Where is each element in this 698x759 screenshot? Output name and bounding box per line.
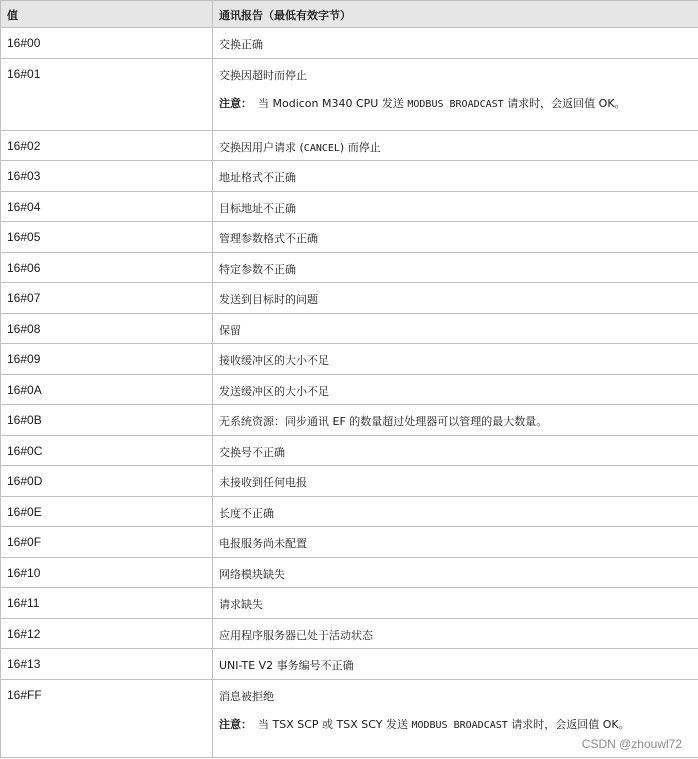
- value-cell: 16#0D: [1, 466, 213, 497]
- table-row: [1, 466, 698, 497]
- note-label: 注意：: [219, 717, 252, 731]
- value-cell: 16#FF: [1, 679, 213, 757]
- description-text: 地址格式不正确: [219, 171, 296, 184]
- description-cell: [213, 252, 698, 283]
- value-cell: 16#02: [1, 130, 213, 161]
- table-row: [1, 191, 698, 222]
- description-text: 请求缺失: [219, 598, 263, 611]
- code-text: CANCEL: [303, 142, 340, 154]
- value-cell: 16#13: [1, 649, 213, 680]
- table-row: [1, 161, 698, 192]
- description-cell: [213, 466, 698, 497]
- value-cell: 16#00: [1, 28, 213, 59]
- value-cell: 16#12: [1, 618, 213, 649]
- note-code: MODBUS BROADCAST: [407, 98, 504, 110]
- report-column-header: 通讯报告（最低有效字节）: [213, 1, 698, 28]
- description-text: 长度不正确: [219, 506, 274, 520]
- description-cell: [213, 222, 698, 253]
- description-cell: [213, 28, 698, 59]
- description-cell: [213, 649, 698, 680]
- description-cell: [213, 618, 698, 649]
- value-cell: 16#04: [1, 191, 213, 222]
- description-text: 交换因超时而停止: [219, 68, 307, 82]
- value-cell: 16#0B: [1, 405, 213, 436]
- table-row: [1, 58, 698, 130]
- value-cell: 16#0F: [1, 527, 213, 558]
- description-cell: [213, 313, 698, 344]
- table-row: [1, 374, 698, 405]
- watermark: CSDN @zhouwl72: [581, 737, 682, 751]
- description-cell: [213, 161, 698, 192]
- note-label: 注意：: [219, 96, 252, 110]
- value-cell: 16#03: [1, 161, 213, 192]
- table-row: [1, 130, 698, 161]
- description-cell: [213, 496, 698, 527]
- description-text: 网络模块缺失: [219, 567, 285, 581]
- table-row: [1, 496, 698, 527]
- table-row: [1, 527, 698, 558]
- value-cell: 16#08: [1, 313, 213, 344]
- description-cell: [213, 283, 698, 314]
- table-row: [1, 557, 698, 588]
- description-text: 交换正确: [219, 38, 263, 51]
- table-row: [1, 283, 698, 314]
- value-cell: 16#0C: [1, 435, 213, 466]
- table-row: [1, 405, 698, 436]
- description-cell: [213, 191, 698, 222]
- description-text: 未接收到任何电报: [219, 476, 307, 489]
- table-row: [1, 252, 698, 283]
- description-cell: [213, 435, 698, 466]
- table-row: [1, 588, 698, 619]
- description-cell: [213, 344, 698, 375]
- note-text: 当 Modicon M340 CPU 发送: [258, 96, 404, 110]
- value-cell: 16#0E: [1, 496, 213, 527]
- description-text: 无系统资源：同步通讯 EF 的数量超过处理器可以管理的最大数量。: [219, 415, 548, 428]
- description-text: 发送缓冲区的大小不足: [219, 384, 329, 398]
- value-column-header: 值: [1, 1, 213, 28]
- table-row: [1, 344, 698, 375]
- description-cell: [213, 557, 698, 588]
- value-cell: 16#01: [1, 58, 213, 130]
- description-text: 接收缓冲区的大小不足: [219, 354, 329, 367]
- description-text: 特定参数不正确: [219, 262, 296, 276]
- description-text: 保留: [219, 323, 241, 337]
- value-cell: 16#05: [1, 222, 213, 253]
- value-cell: 16#07: [1, 283, 213, 314]
- value-cell: 16#0A: [1, 374, 213, 405]
- description-text: 电报服务尚未配置: [219, 537, 307, 550]
- table-row: [1, 313, 698, 344]
- description-text: 应用程序服务器已处于活动状态: [219, 628, 373, 642]
- table-body: [1, 28, 698, 758]
- description-cell: [213, 527, 698, 558]
- value-cell: 16#10: [1, 557, 213, 588]
- table-row: [1, 28, 698, 59]
- description-text: ) 而停止: [339, 140, 381, 154]
- description-text: 发送到目标时的问题: [219, 293, 318, 306]
- description-cell: [213, 588, 698, 619]
- description-text: 目标地址不正确: [219, 201, 296, 215]
- value-cell: 16#06: [1, 252, 213, 283]
- description-cell: [213, 405, 698, 436]
- note-text: 当 TSX SCP 或 TSX SCY 发送: [258, 717, 408, 731]
- description-text: UNI-TE V2 事务编号不正确: [219, 659, 354, 672]
- description-text: 交换因用户请求 (: [219, 140, 304, 154]
- table-row: [1, 618, 698, 649]
- table-row: [1, 222, 698, 253]
- description-text: 交换号不正确: [219, 445, 285, 459]
- description-cell: [213, 58, 698, 130]
- description-text: 消息被拒绝: [219, 689, 274, 703]
- note: [219, 716, 698, 732]
- description-cell: [213, 130, 698, 161]
- description-text: 管理参数格式不正确: [219, 232, 318, 245]
- note-text: 请求时，会返回值 OK。: [511, 717, 630, 731]
- description-cell: [213, 374, 698, 405]
- table-header-row: [1, 1, 698, 28]
- note-text: 请求时，会返回值 OK。: [507, 96, 626, 110]
- value-cell: 16#11: [1, 588, 213, 619]
- note-code: MODBUS BROADCAST: [411, 719, 508, 731]
- note: [219, 95, 698, 111]
- table-row: [1, 649, 698, 680]
- value-cell: 16#09: [1, 344, 213, 375]
- table-row: [1, 435, 698, 466]
